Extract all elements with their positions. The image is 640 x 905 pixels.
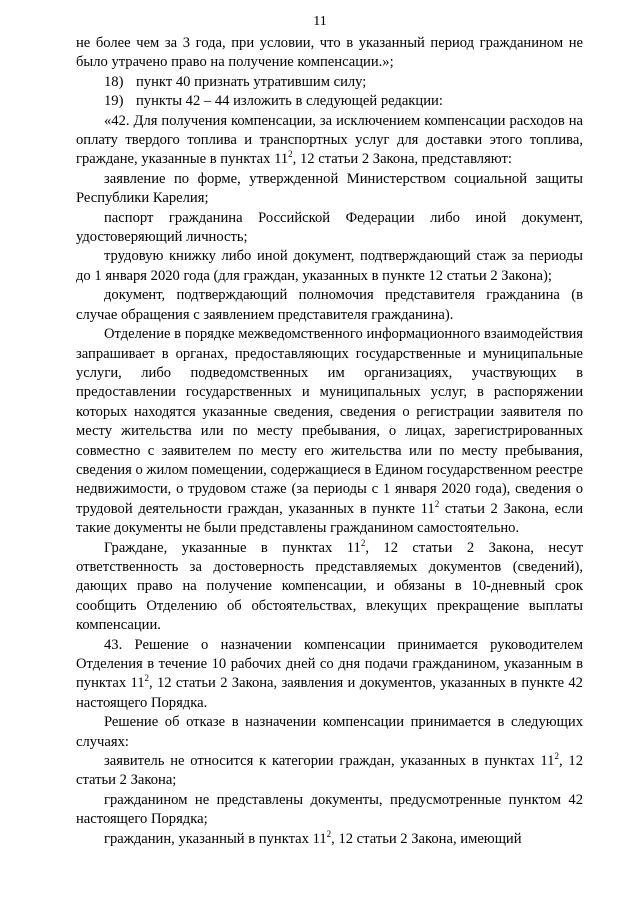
paragraph-department [76, 325, 583, 538]
text-segment: , 12 статьи 2 Закона, имеющий [331, 830, 522, 847]
paragraph-passport: паспорт гражданина Российской Федерации либо иной документ, удостоверяющий личность; [76, 209, 583, 246]
list-text: пункт 40 признать утратившим силу; [136, 73, 367, 90]
paragraph-refusal: Решение об отказе в назначении компенсации принимается в следующих случаях: [76, 714, 583, 750]
text-segment: , 12 статьи 2 Закона; [76, 753, 583, 789]
list-number: 18) [104, 73, 124, 90]
text-segment: , 12 статьи 2 Закона, несут ответственность за достоверность представляемых документов (сведений), дающих право на получение компенсации, и обязаны в 10-дневный срок сообщить Отделению об обстоятельствах, влекущих прекращение выплаты компенсации. [76, 539, 583, 634]
paragraph-case-2: гражданином не представлены документы, предусмотренные пунктом 42 настоящего Порядка; [76, 791, 583, 828]
superscript: 2 [360, 537, 366, 548]
paragraph-case-1 [76, 752, 583, 791]
document-body [76, 34, 583, 849]
text-segment: , 12 статьи 2 Закона, представляют: [292, 151, 512, 168]
paragraph-workbook: трудовую книжку либо иной документ, подтверждающий стаж за периоды до 1 января 2020 года (для граждан, указанных в пункте 12 статьи 2 Закона); [76, 248, 583, 284]
superscript: 2 [288, 149, 293, 160]
superscript: 2 [434, 498, 440, 509]
paragraph-statement: заявление по форме, утвержденной Министерством социальной защиты Республики Карелия; [76, 170, 583, 207]
text-segment: , 12 статьи 2 Закона, заявления и документов, указанных в пункте 42 настоящего Порядка. [76, 675, 583, 711]
text-segment: 43. Решение о назначении компенсации принимается руководителем Отделения в течение 10 рабочих дней со дня подачи гражданином, указанным в пунктах 11 [76, 636, 583, 692]
paragraph-43 [76, 636, 583, 714]
text-segment: Отделение в порядке межведомственного информационного взаимодействия запрашивает в органах, предоставляющих государственные и муниципальные услуги, либо подведомственных им организациях, участвующих в предоставлении государственных и муниципальных услуг, в распоряжении которых находятся указанные сведения, сведения о регистрации заявителя по месту жительства или по месту пребывания, о лицах, зарегистрированных совместно с заявителем по месту его жительства или по месту пребывания, сведения о жилом помещении, содержащиеся в Едином государственном реестре недвижимости, о трудовом стаже (за периоды с 1 января 2020 года), сведения о трудовой деятельности граждан, указанных в пункте 11 [76, 326, 583, 517]
text-segment: гражданин, указанный в пунктах 11 [104, 830, 327, 847]
page-number: 11 [313, 14, 327, 29]
superscript: 2 [554, 751, 559, 762]
list-text: пункты 42 – 44 изложить в следующей редакции: [136, 93, 443, 110]
text-segment: Граждане, указанные в пунктах 11 [104, 539, 361, 556]
text-segment: «42. Для получения компенсации, за исключением компенсации расходов на оплату твердого топлива и транспортных услуг для доставки этого топлива, граждане, указанные в пунктах 11 [76, 112, 583, 168]
superscript: 2 [144, 673, 150, 684]
superscript: 2 [326, 828, 332, 839]
list-number: 19) [104, 93, 124, 110]
paragraph-representative: документ, подтверждающий полномочия представителя гражданина (в случае обращения с заявлением представителя гражданина). [76, 287, 583, 323]
paragraph-case-3 [76, 830, 583, 849]
list-item-19 [76, 92, 583, 111]
text-segment: заявитель не относится к категории граждан, указанных в пунктах 11 [104, 753, 555, 770]
paragraph-42 [76, 112, 583, 170]
text-segment: статьи 2 Закона, если такие документы не были представлены гражданином самостоятельно. [76, 500, 583, 537]
paragraph-continuation: не более чем за 3 года, при условии, что в указанный период гражданином не было утрачено право на получение компенсации.»; [76, 35, 583, 71]
paragraph-citizens [76, 539, 583, 636]
list-item-18 [76, 73, 583, 92]
